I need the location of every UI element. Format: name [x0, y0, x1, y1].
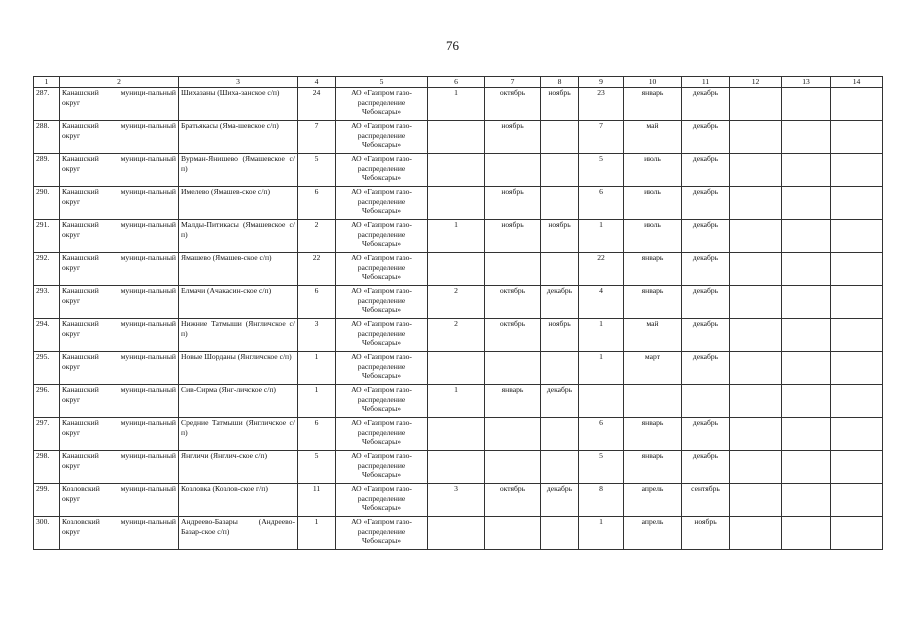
- col6-cell: [428, 451, 485, 484]
- col6-cell: 1: [428, 220, 485, 253]
- organization-cell: АО «Газпром газо-распределение Чебоксары»: [336, 253, 428, 286]
- col10-cell: май: [624, 121, 682, 154]
- col14-cell: [831, 154, 883, 187]
- col11-cell: декабрь: [682, 154, 730, 187]
- households-total-cell: 6: [298, 418, 336, 451]
- gasification-schedule-table: [33, 76, 883, 550]
- col11-cell: декабрь: [682, 352, 730, 385]
- col12-cell: [730, 385, 782, 418]
- settlement-cell: Имелево (Ямашев-ское с/п): [179, 187, 298, 220]
- col6-cell: 3: [428, 484, 485, 517]
- organization-cell: АО «Газпром газо-распределение Чебоксары»: [336, 517, 428, 550]
- col6-cell: [428, 517, 485, 550]
- column-header-14: 14: [831, 77, 883, 88]
- col9-cell: [579, 385, 624, 418]
- table-row: [34, 418, 883, 451]
- col9-cell: 6: [579, 418, 624, 451]
- col14-cell: [831, 484, 883, 517]
- column-header-7: 7: [485, 77, 541, 88]
- settlement-cell: Шихазаны (Шиха-занское с/п): [179, 88, 298, 121]
- col10-cell: апрель: [624, 517, 682, 550]
- col8-cell: декабрь: [541, 286, 579, 319]
- settlement-cell: Нижние Татмыши (Янгличское с/п): [179, 319, 298, 352]
- table-row: [34, 286, 883, 319]
- district-cell: Канашский муници-пальный округ: [60, 352, 179, 385]
- col8-cell: декабрь: [541, 385, 579, 418]
- col13-cell: [782, 154, 831, 187]
- col9-cell: 22: [579, 253, 624, 286]
- col9-cell: 7: [579, 121, 624, 154]
- households-total-cell: 5: [298, 451, 336, 484]
- column-header-2: 2: [60, 77, 179, 88]
- district-cell: Канашский муници-пальный округ: [60, 385, 179, 418]
- col11-cell: декабрь: [682, 121, 730, 154]
- col7-cell: октябрь: [485, 319, 541, 352]
- households-total-cell: 3: [298, 319, 336, 352]
- col13-cell: [782, 352, 831, 385]
- col6-cell: 2: [428, 286, 485, 319]
- district-cell: Канашский муници-пальный округ: [60, 418, 179, 451]
- district-cell: Канашский муници-пальный округ: [60, 154, 179, 187]
- col11-cell: декабрь: [682, 187, 730, 220]
- col13-cell: [782, 517, 831, 550]
- row-number: 294.: [34, 319, 60, 352]
- col13-cell: [782, 385, 831, 418]
- households-total-cell: 7: [298, 121, 336, 154]
- col7-cell: [485, 253, 541, 286]
- col14-cell: [831, 88, 883, 121]
- column-header-3: 3: [179, 77, 298, 88]
- settlement-cell: Новые Шорданы (Янгличское с/п): [179, 352, 298, 385]
- col8-cell: [541, 121, 579, 154]
- households-total-cell: 6: [298, 187, 336, 220]
- col12-cell: [730, 253, 782, 286]
- col9-cell: 5: [579, 451, 624, 484]
- col9-cell: 1: [579, 220, 624, 253]
- col6-cell: 1: [428, 88, 485, 121]
- col12-cell: [730, 121, 782, 154]
- col10-cell: май: [624, 319, 682, 352]
- col8-cell: [541, 187, 579, 220]
- settlement-cell: Братьякасы (Яма-шевское с/п): [179, 121, 298, 154]
- col6-cell: [428, 418, 485, 451]
- table-row: [34, 154, 883, 187]
- col11-cell: сентябрь: [682, 484, 730, 517]
- col7-cell: октябрь: [485, 88, 541, 121]
- column-header-11: 11: [682, 77, 730, 88]
- column-header-5: 5: [336, 77, 428, 88]
- col10-cell: июль: [624, 220, 682, 253]
- col9-cell: 1: [579, 352, 624, 385]
- households-total-cell: 6: [298, 286, 336, 319]
- col9-cell: 8: [579, 484, 624, 517]
- row-number: 287.: [34, 88, 60, 121]
- col12-cell: [730, 154, 782, 187]
- column-header-6: 6: [428, 77, 485, 88]
- col9-cell: 23: [579, 88, 624, 121]
- table-row: [34, 385, 883, 418]
- district-cell: Канашский муници-пальный округ: [60, 187, 179, 220]
- col7-cell: [485, 154, 541, 187]
- col12-cell: [730, 451, 782, 484]
- col9-cell: 4: [579, 286, 624, 319]
- district-cell: Козловский муници-пальный округ: [60, 517, 179, 550]
- col8-cell: [541, 517, 579, 550]
- col11-cell: декабрь: [682, 286, 730, 319]
- col12-cell: [730, 88, 782, 121]
- district-cell: Канашский муници-пальный округ: [60, 319, 179, 352]
- row-number: 297.: [34, 418, 60, 451]
- district-cell: Канашский муници-пальный округ: [60, 451, 179, 484]
- col11-cell: ноябрь: [682, 517, 730, 550]
- table-row: [34, 88, 883, 121]
- table-row: [34, 451, 883, 484]
- col10-cell: июль: [624, 187, 682, 220]
- col6-cell: [428, 253, 485, 286]
- col14-cell: [831, 451, 883, 484]
- organization-cell: АО «Газпром газо-распределение Чебоксары»: [336, 88, 428, 121]
- column-header-4: 4: [298, 77, 336, 88]
- col11-cell: декабрь: [682, 220, 730, 253]
- district-cell: Канашский муници-пальный округ: [60, 286, 179, 319]
- district-cell: Канашский муници-пальный округ: [60, 253, 179, 286]
- col13-cell: [782, 319, 831, 352]
- column-header-9: 9: [579, 77, 624, 88]
- col10-cell: июль: [624, 154, 682, 187]
- col10-cell: январь: [624, 88, 682, 121]
- column-header-10: 10: [624, 77, 682, 88]
- row-number: 295.: [34, 352, 60, 385]
- row-number: 290.: [34, 187, 60, 220]
- column-header-13: 13: [782, 77, 831, 88]
- col6-cell: [428, 154, 485, 187]
- col8-cell: [541, 154, 579, 187]
- col12-cell: [730, 286, 782, 319]
- col13-cell: [782, 88, 831, 121]
- col7-cell: ноябрь: [485, 121, 541, 154]
- col11-cell: декабрь: [682, 88, 730, 121]
- district-cell: Козловский муници-пальный округ: [60, 484, 179, 517]
- col6-cell: [428, 187, 485, 220]
- col14-cell: [831, 286, 883, 319]
- col13-cell: [782, 484, 831, 517]
- col11-cell: декабрь: [682, 319, 730, 352]
- col6-cell: 1: [428, 385, 485, 418]
- col11-cell: декабрь: [682, 418, 730, 451]
- households-total-cell: 24: [298, 88, 336, 121]
- col9-cell: 5: [579, 154, 624, 187]
- row-number: 288.: [34, 121, 60, 154]
- col7-cell: ноябрь: [485, 220, 541, 253]
- col12-cell: [730, 352, 782, 385]
- col7-cell: октябрь: [485, 286, 541, 319]
- settlement-cell: Средние Татмыши (Янгличское с/п): [179, 418, 298, 451]
- row-number: 291.: [34, 220, 60, 253]
- organization-cell: АО «Газпром газо-распределение Чебоксары»: [336, 154, 428, 187]
- col8-cell: ноябрь: [541, 220, 579, 253]
- col14-cell: [831, 220, 883, 253]
- col8-cell: [541, 451, 579, 484]
- col6-cell: 2: [428, 319, 485, 352]
- col10-cell: март: [624, 352, 682, 385]
- col14-cell: [831, 352, 883, 385]
- col10-cell: [624, 385, 682, 418]
- row-number: 300.: [34, 517, 60, 550]
- households-total-cell: 1: [298, 352, 336, 385]
- district-cell: Канашский муници-пальный округ: [60, 88, 179, 121]
- col8-cell: [541, 418, 579, 451]
- col14-cell: [831, 385, 883, 418]
- table-row: [34, 187, 883, 220]
- row-number: 289.: [34, 154, 60, 187]
- col12-cell: [730, 220, 782, 253]
- row-number: 293.: [34, 286, 60, 319]
- col13-cell: [782, 121, 831, 154]
- col13-cell: [782, 286, 831, 319]
- page-number: 76: [446, 38, 459, 53]
- col12-cell: [730, 418, 782, 451]
- households-total-cell: 22: [298, 253, 336, 286]
- col14-cell: [831, 517, 883, 550]
- col14-cell: [831, 187, 883, 220]
- col12-cell: [730, 187, 782, 220]
- settlement-cell: Малды-Питикасы (Ямашевское с/п): [179, 220, 298, 253]
- settlement-cell: Вурман-Янишево (Ямашевское с/п): [179, 154, 298, 187]
- col7-cell: [485, 451, 541, 484]
- col11-cell: декабрь: [682, 253, 730, 286]
- households-total-cell: 5: [298, 154, 336, 187]
- col13-cell: [782, 187, 831, 220]
- households-total-cell: 11: [298, 484, 336, 517]
- col13-cell: [782, 418, 831, 451]
- col14-cell: [831, 319, 883, 352]
- settlement-cell: Сив-Сирма (Янг-личское с/п): [179, 385, 298, 418]
- col6-cell: [428, 352, 485, 385]
- col8-cell: декабрь: [541, 484, 579, 517]
- col8-cell: ноябрь: [541, 319, 579, 352]
- col7-cell: [485, 352, 541, 385]
- col9-cell: 1: [579, 517, 624, 550]
- table-row: [34, 484, 883, 517]
- column-header-8: 8: [541, 77, 579, 88]
- organization-cell: АО «Газпром газо-распределение Чебоксары»: [336, 451, 428, 484]
- organization-cell: АО «Газпром газо-распределение Чебоксары»: [336, 319, 428, 352]
- table-row: [34, 517, 883, 550]
- table-row: [34, 253, 883, 286]
- col7-cell: [485, 418, 541, 451]
- settlement-cell: Андреево-Базары (Андреево-Базар-ское с/п): [179, 517, 298, 550]
- settlement-cell: Елмачи (Ачакасин-ское с/п): [179, 286, 298, 319]
- col7-cell: октябрь: [485, 484, 541, 517]
- organization-cell: АО «Газпром газо-распределение Чебоксары»: [336, 385, 428, 418]
- organization-cell: АО «Газпром газо-распределение Чебоксары»: [336, 352, 428, 385]
- households-total-cell: 1: [298, 385, 336, 418]
- organization-cell: АО «Газпром газо-распределение Чебоксары»: [336, 220, 428, 253]
- col10-cell: январь: [624, 286, 682, 319]
- row-number: 299.: [34, 484, 60, 517]
- organization-cell: АО «Газпром газо-распределение Чебоксары»: [336, 286, 428, 319]
- organization-cell: АО «Газпром газо-распределение Чебоксары»: [336, 418, 428, 451]
- col9-cell: 6: [579, 187, 624, 220]
- col9-cell: 1: [579, 319, 624, 352]
- col10-cell: январь: [624, 451, 682, 484]
- col13-cell: [782, 451, 831, 484]
- col10-cell: январь: [624, 418, 682, 451]
- col12-cell: [730, 484, 782, 517]
- settlement-cell: Ямашево (Ямашев-ское с/п): [179, 253, 298, 286]
- col7-cell: [485, 517, 541, 550]
- organization-cell: АО «Газпром газо-распределение Чебоксары»: [336, 121, 428, 154]
- col8-cell: [541, 253, 579, 286]
- col14-cell: [831, 253, 883, 286]
- column-header-1: 1: [34, 77, 60, 88]
- households-total-cell: 2: [298, 220, 336, 253]
- col12-cell: [730, 517, 782, 550]
- col11-cell: декабрь: [682, 451, 730, 484]
- settlement-cell: Козловка (Козлов-ское г/п): [179, 484, 298, 517]
- col14-cell: [831, 418, 883, 451]
- table-row: [34, 352, 883, 385]
- households-total-cell: 1: [298, 517, 336, 550]
- organization-cell: АО «Газпром газо-распределение Чебоксары»: [336, 187, 428, 220]
- table-row: [34, 319, 883, 352]
- col13-cell: [782, 253, 831, 286]
- settlement-cell: Янгличи (Янглич-ское с/п): [179, 451, 298, 484]
- table-row: [34, 121, 883, 154]
- table-row: [34, 220, 883, 253]
- col10-cell: апрель: [624, 484, 682, 517]
- col12-cell: [730, 319, 782, 352]
- col11-cell: [682, 385, 730, 418]
- col7-cell: январь: [485, 385, 541, 418]
- row-number: 296.: [34, 385, 60, 418]
- col10-cell: январь: [624, 253, 682, 286]
- district-cell: Канашский муници-пальный округ: [60, 121, 179, 154]
- col8-cell: [541, 352, 579, 385]
- column-header-12: 12: [730, 77, 782, 88]
- header-row: [34, 77, 883, 88]
- row-number: 298.: [34, 451, 60, 484]
- col8-cell: ноябрь: [541, 88, 579, 121]
- col14-cell: [831, 121, 883, 154]
- col13-cell: [782, 220, 831, 253]
- col7-cell: ноябрь: [485, 187, 541, 220]
- organization-cell: АО «Газпром газо-распределение Чебоксары»: [336, 484, 428, 517]
- district-cell: Канашский муници-пальный округ: [60, 220, 179, 253]
- row-number: 292.: [34, 253, 60, 286]
- col6-cell: [428, 121, 485, 154]
